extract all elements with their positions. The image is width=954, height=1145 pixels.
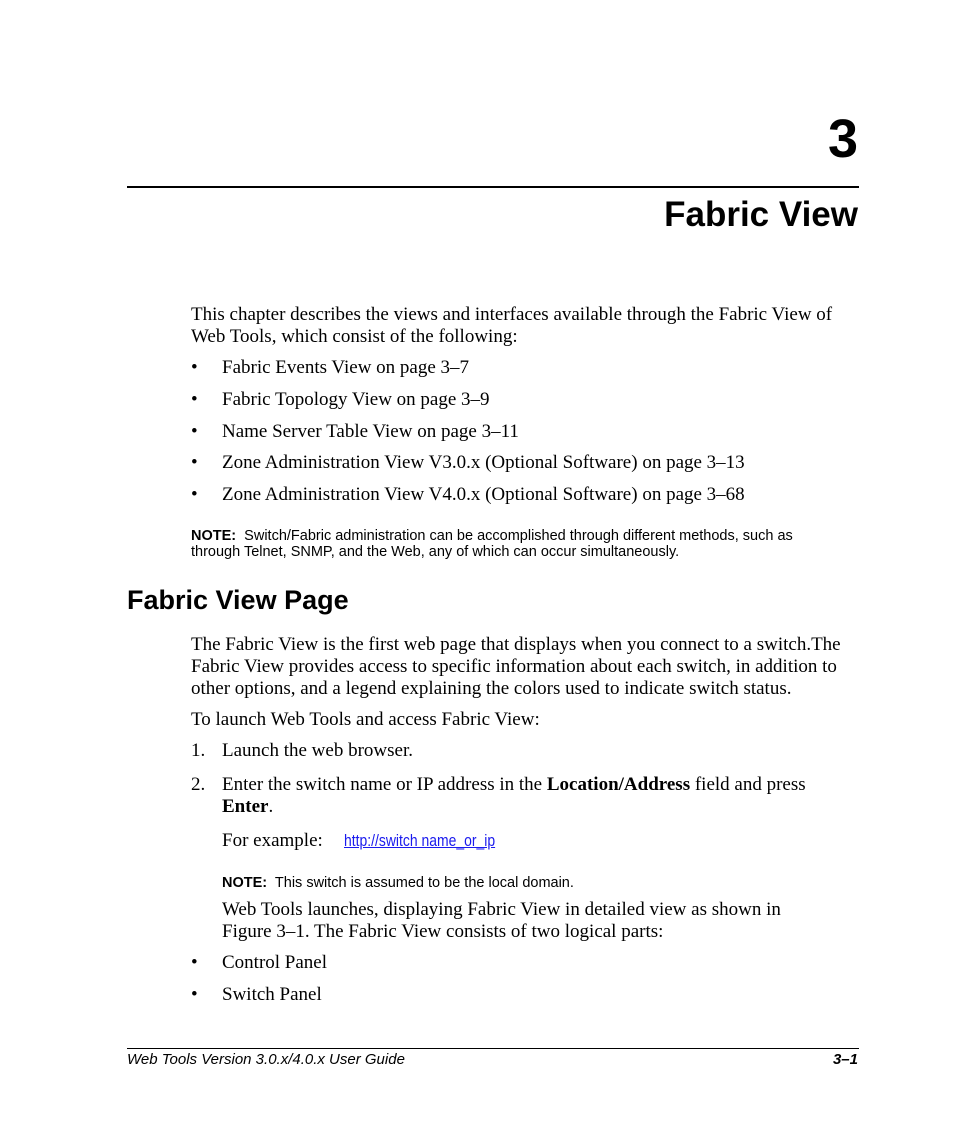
bullet-mark: • (191, 421, 198, 442)
list-item-text: Control Panel (222, 952, 328, 973)
list-item-text: Fabric Topology View on page 3–9 (222, 389, 490, 410)
paragraph-line: other options, and a legend explaining the colors used to indicate switch status. (191, 678, 792, 699)
bullet-mark: • (191, 452, 198, 473)
paragraph-line: Figure 3–1. The Fabric View consists of two logical parts: (222, 921, 664, 942)
section-heading: Fabric View Page (127, 585, 349, 615)
step-text: Enter the switch name or IP address in the Location/Address field and press Enter. (222, 774, 806, 817)
step-number: 2. (191, 774, 206, 795)
ui-term: Location/Address (546, 774, 691, 795)
list-item-text: Zone Administration View V4.0.x (Optional Software) on page 3–68 (222, 484, 745, 505)
note-label: NOTE: (191, 528, 237, 544)
note-text: Switch/Fabric administration can be accomplished through different methods, such as (244, 528, 793, 544)
intro-paragraph (191, 304, 832, 348)
step-item (191, 774, 851, 820)
paragraph-line: Web Tools launches, displaying Fabric View in detailed view as shown in (222, 899, 781, 920)
list-item-text: Name Server Table View on page 3–11 (222, 421, 519, 442)
list-item (191, 484, 851, 506)
bullet-mark: • (191, 357, 198, 378)
list-item-text: Fabric Events View on page 3–7 (222, 357, 470, 378)
section-paragraph (191, 634, 841, 700)
list-item (191, 389, 851, 411)
list-item-text: Zone Administration View V3.0.x (Optional Software) on page 3–13 (222, 452, 745, 473)
step-text: Launch the web browser. (222, 740, 413, 761)
bullet-mark: • (191, 484, 198, 505)
note-box (222, 875, 574, 891)
footer-title: Web Tools Version 3.0.x/4.0.x User Guide (127, 1051, 405, 1068)
note-text: This switch is assumed to be the local domain. (274, 875, 574, 891)
list-item (191, 984, 851, 1006)
intro-line: This chapter describes the views and interfaces available through the Fabric View of (191, 304, 833, 325)
page-number: 3–1 (832, 1051, 858, 1068)
note-box (191, 528, 793, 560)
example-label: For example: (222, 830, 323, 851)
step-number: 1. (191, 740, 206, 761)
list-item (191, 952, 851, 974)
procedure-intro: To launch Web Tools and access Fabric View: (191, 709, 540, 730)
example-link[interactable]: http://switch name_or_ip (344, 831, 496, 850)
footer-rule (127, 1048, 859, 1049)
ui-term: Enter (222, 796, 269, 817)
chapter-rule (127, 186, 859, 188)
step-item (191, 740, 851, 762)
launch-paragraph (222, 899, 781, 943)
list-item (191, 452, 851, 474)
list-item-text: Switch Panel (222, 984, 322, 1005)
paragraph-line: Fabric View provides access to specific information about each switch, in addition to (191, 656, 837, 677)
list-item (191, 357, 851, 379)
list-item (191, 421, 851, 443)
chapter-title: Fabric View (664, 195, 858, 234)
paragraph-line: The Fabric View is the first web page that displays when you connect to a switch.The (191, 634, 841, 655)
example-line (222, 830, 529, 852)
chapter-number: 3 (827, 109, 858, 169)
note-text: through Telnet, SNMP, and the Web, any of which can occur simultaneously. (191, 544, 680, 560)
note-label: NOTE: (222, 875, 268, 891)
bullet-mark: • (191, 389, 198, 410)
bullet-mark: • (191, 952, 198, 973)
intro-line: Web Tools, which consist of the following: (191, 326, 518, 347)
bullet-mark: • (191, 984, 198, 1005)
